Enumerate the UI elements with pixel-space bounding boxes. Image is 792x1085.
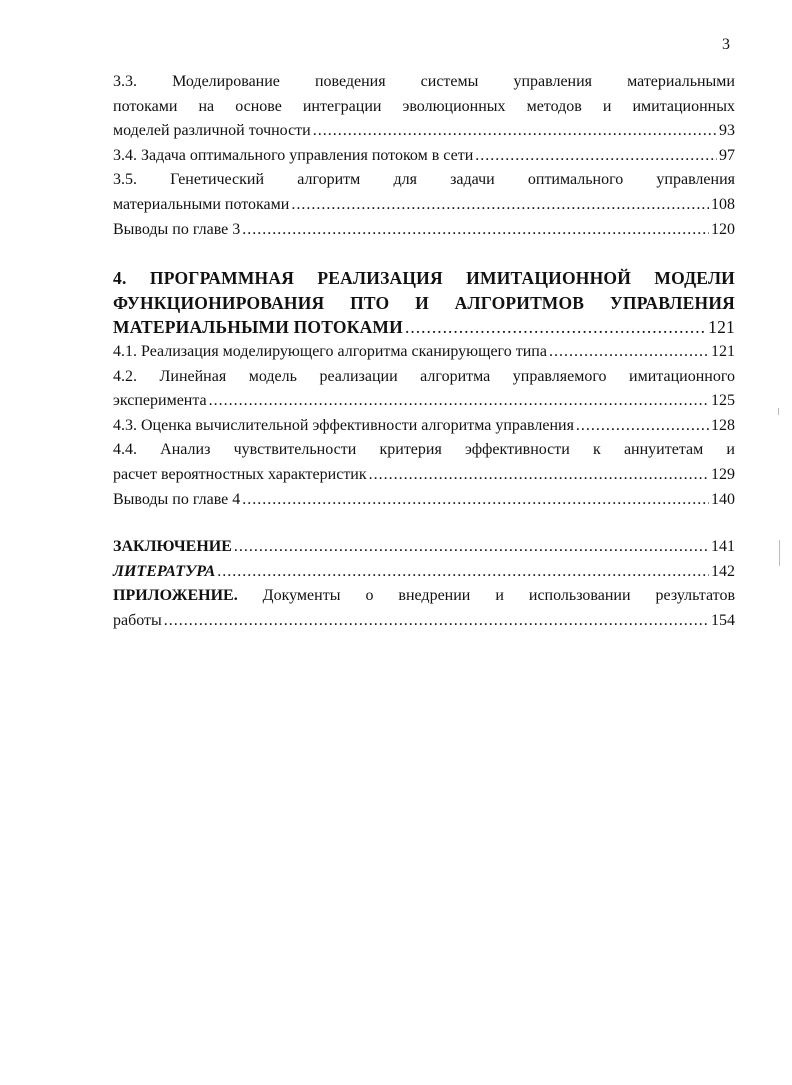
toc-page-number: 140 bbox=[711, 490, 735, 508]
toc-entry-3-5[interactable] bbox=[113, 168, 735, 217]
toc-entry-title: эксперимента bbox=[113, 392, 207, 410]
toc-entry-line: 3.5. Генетический алгоритм для задачи оптимального управления bbox=[113, 171, 735, 189]
leader-dots bbox=[475, 144, 717, 169]
toc-entry-title: Выводы по главе 3 bbox=[113, 220, 241, 238]
toc-entry-title: ЛИТЕРАТУРА bbox=[113, 562, 216, 580]
toc-entry-line: 3.3. Моделирование поведения системы управления материальными bbox=[113, 73, 735, 90]
appendix-title: Документы о внедрении и использовании результатов bbox=[262, 587, 735, 605]
toc-entry-3-3[interactable] bbox=[113, 70, 735, 144]
toc-entry-4-4[interactable] bbox=[113, 438, 735, 487]
toc-entry-line: потоками на основе интеграции эволюционных методов и имитационных bbox=[113, 97, 735, 115]
leader-dots bbox=[242, 218, 709, 243]
toc-page-number: 128 bbox=[711, 416, 735, 434]
table-of-contents bbox=[113, 70, 735, 633]
toc-entry-title: 4.3. Оценка вычислительной эффективности алгоритма управления bbox=[113, 416, 574, 434]
page-number: 3 bbox=[722, 36, 730, 53]
toc-entry-conclusion[interactable] bbox=[113, 535, 735, 560]
toc-entry-appendix[interactable] bbox=[113, 584, 735, 633]
toc-entry-literature[interactable] bbox=[113, 560, 735, 585]
toc-entry-title: 4.1. Реализация моделирующего алгоритма сканирующего типа bbox=[113, 342, 547, 360]
toc-page-number: 120 bbox=[711, 220, 735, 238]
toc-page-number: 141 bbox=[711, 538, 735, 556]
toc-page-number: 108 bbox=[711, 195, 735, 213]
leader-dots bbox=[405, 315, 706, 340]
leader-dots bbox=[209, 389, 709, 414]
leader-dots bbox=[217, 560, 709, 585]
toc-entry-3-4[interactable] bbox=[113, 144, 735, 169]
scan-margin-mark bbox=[778, 408, 779, 415]
toc-entry-line: 4.2. Линейная модель реализации алгоритма управляемого имитационного bbox=[113, 367, 735, 385]
leader-dots bbox=[576, 414, 709, 439]
leader-dots bbox=[164, 609, 709, 634]
toc-entry-line bbox=[113, 584, 735, 609]
toc-page-number: 121 bbox=[708, 317, 735, 338]
toc-entry-chapter-4-conclusions[interactable] bbox=[113, 488, 735, 513]
toc-entry-title: расчет вероятностных характеристик bbox=[113, 465, 367, 483]
toc-entry-title: МАТЕРИАЛЬНЫМИ ПОТОКАМИ bbox=[113, 317, 403, 338]
toc-page-number: 93 bbox=[719, 122, 735, 140]
toc-page-number: 125 bbox=[711, 392, 735, 410]
toc-page-number: 97 bbox=[719, 146, 735, 164]
toc-page-number: 121 bbox=[711, 342, 735, 360]
toc-entry-4-2[interactable] bbox=[113, 365, 735, 414]
toc-entry-title: ЗАКЛЮЧЕНИЕ bbox=[113, 538, 232, 556]
toc-entry-line: 4.4. Анализ чувствительности критерия эффективности к аннуитетам и bbox=[113, 441, 735, 459]
leader-dots bbox=[549, 340, 709, 365]
toc-page-number: 142 bbox=[711, 562, 735, 580]
toc-entry-4-3[interactable] bbox=[113, 414, 735, 439]
toc-entry-chapter-3-conclusions[interactable] bbox=[113, 218, 735, 243]
toc-page-number: 129 bbox=[711, 465, 735, 483]
toc-entry-line: 4. ПРОГРАММНАЯ РЕАЛИЗАЦИЯ ИМИТАЦИОННОЙ МОДЕЛИ bbox=[113, 268, 735, 289]
toc-entry-line: ФУНКЦИОНИРОВАНИЯ ПТО И АЛГОРИТМОВ УПРАВЛЕНИЯ bbox=[113, 292, 735, 313]
toc-entry-title: Выводы по главе 4 bbox=[113, 490, 241, 508]
leader-dots bbox=[369, 463, 709, 488]
toc-entry-title: материальными потоками bbox=[113, 195, 290, 213]
scan-margin-mark bbox=[779, 540, 780, 566]
toc-chapter-4[interactable] bbox=[113, 266, 735, 340]
toc-page-number: 154 bbox=[711, 611, 735, 629]
toc-entry-title: 3.4. Задача оптимального управления потоком в сети bbox=[113, 146, 474, 164]
leader-dots bbox=[234, 535, 709, 560]
toc-entry-4-1[interactable] bbox=[113, 340, 735, 365]
leader-dots bbox=[242, 488, 709, 513]
appendix-label: ПРИЛОЖЕНИЕ. bbox=[113, 587, 238, 605]
leader-dots bbox=[291, 193, 709, 218]
toc-entry-title: работы bbox=[113, 611, 162, 629]
leader-dots bbox=[313, 119, 717, 144]
toc-entry-title: моделей различной точности bbox=[113, 122, 311, 140]
